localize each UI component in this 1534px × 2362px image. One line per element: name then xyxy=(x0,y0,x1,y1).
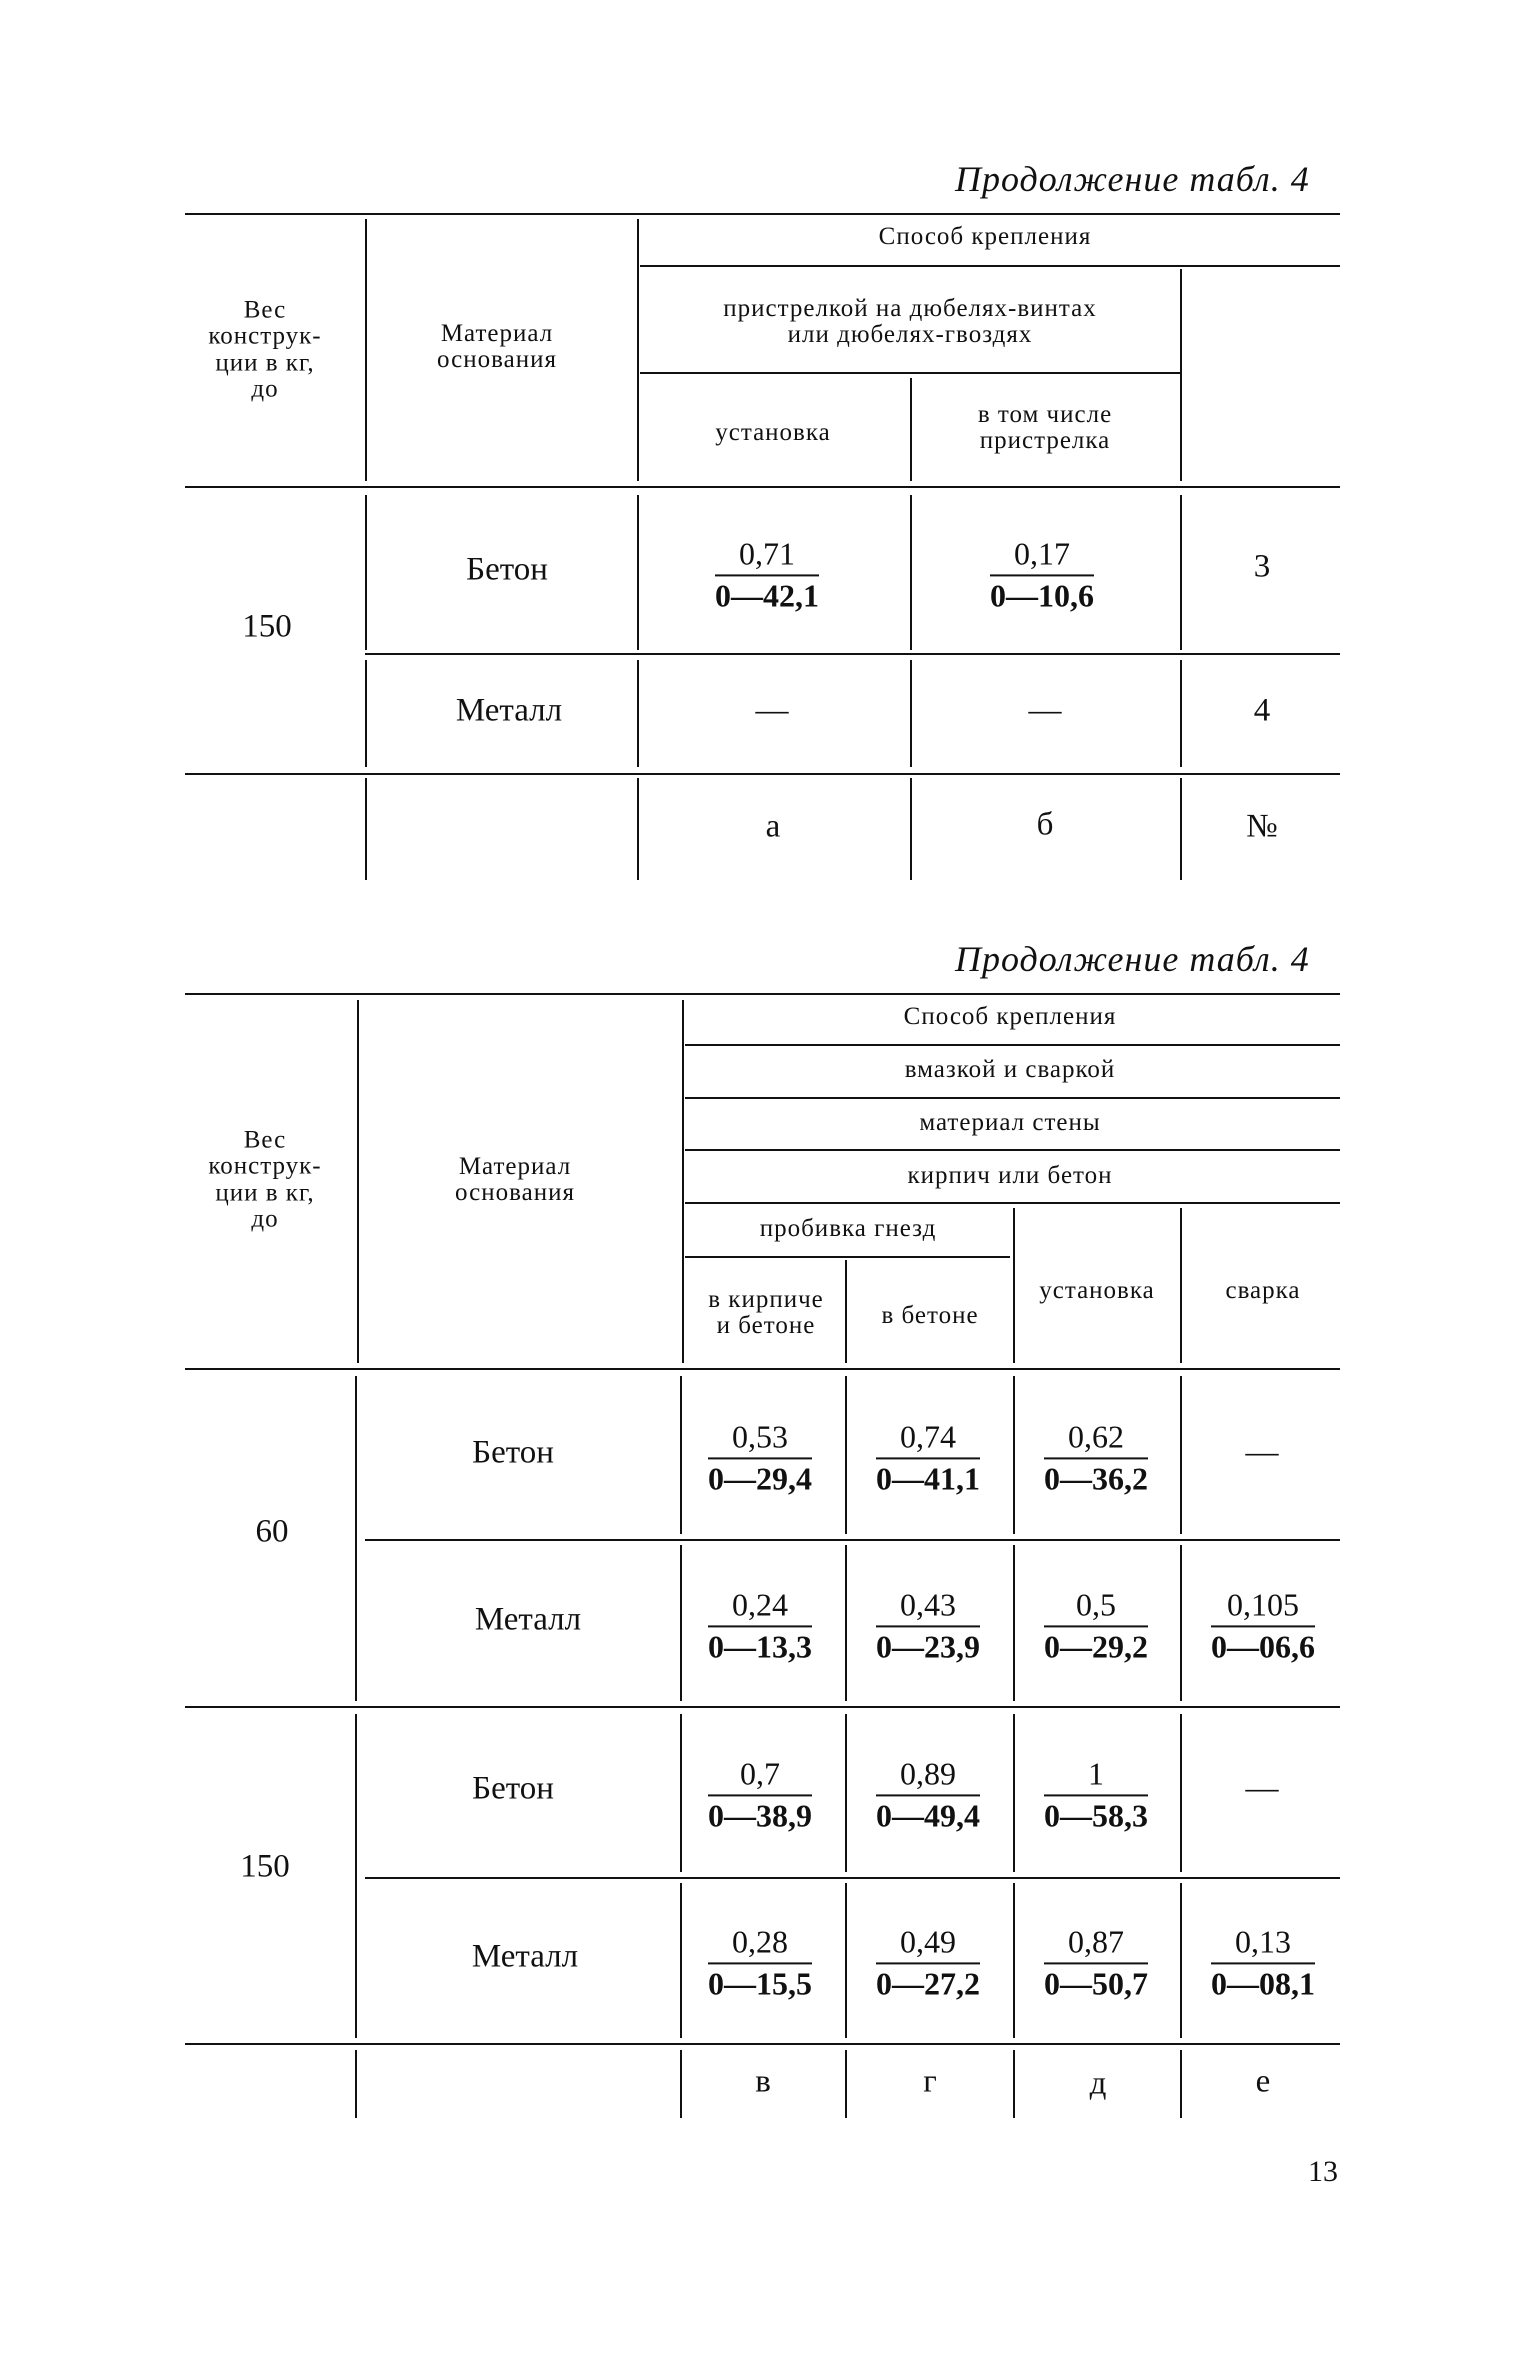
t2-sub2-header: материал стены xyxy=(919,1108,1101,1136)
t2-g1r1-material: Бетон xyxy=(472,1434,554,1471)
t2-g2r1-v: $\frac{0,7}{0—38,9}$ xyxy=(708,1755,812,1833)
t2-g2r1-material: Бетон xyxy=(472,1770,554,1807)
t1-material-header: Материал основания xyxy=(437,319,557,373)
t2-method-header: Способ крепления xyxy=(903,1002,1117,1030)
t2-g1r2-d: $\frac{0,5}{0—29,2}$ xyxy=(1044,1586,1148,1664)
t1-row1-n: 3 xyxy=(1253,548,1271,585)
t2-group2-weight: 150 xyxy=(240,1848,290,1885)
t2-g2r1-d: $\frac{1}{0—58,3}$ xyxy=(1044,1755,1148,1833)
table-2-caption: Продолжение табл. 4 xyxy=(955,939,1310,979)
t1-footer-a: а xyxy=(765,808,781,845)
t2-g1r1-g: $\frac{0,74}{0—41,1}$ xyxy=(876,1418,980,1496)
t1-incl-header: в том числе пристрелка xyxy=(977,400,1113,454)
t1-row2-material: Металл xyxy=(455,692,563,729)
t2-g1r1-v: $\frac{0,53}{0—29,4}$ xyxy=(708,1418,812,1496)
t2-footer-v: в xyxy=(755,2063,771,2100)
t2-g2r1-e: — xyxy=(1245,1770,1279,1807)
t1-row1-b: $\frac{0,17}{0—10,6}$ xyxy=(990,535,1094,613)
t2-brick-header: в кирпиче и бетоне xyxy=(708,1285,824,1339)
t2-g1r1-e: — xyxy=(1245,1434,1279,1471)
t2-g1r1-d: $\frac{0,62}{0—36,2}$ xyxy=(1044,1418,1148,1496)
t2-punch-header: пробивка гнезд xyxy=(759,1214,937,1242)
t2-g1r2-e: $\frac{0,105}{0—06,6}$ xyxy=(1211,1586,1315,1664)
t1-row2-a: — xyxy=(755,692,789,729)
page-number: 13 xyxy=(1308,2155,1338,2188)
t2-g2r2-material: Металл xyxy=(471,1938,579,1975)
t2-footer-d: д xyxy=(1089,2065,1107,2102)
t2-group1-weight: 60 xyxy=(255,1513,289,1550)
t1-group-header: пристрелкой на дюбелях-винтах или дюбелях-гвоздях xyxy=(723,294,1097,348)
t2-g2r2-d: $\frac{0,87}{0—50,7}$ xyxy=(1044,1923,1148,2001)
t2-g2r2-e: $\frac{0,13}{0—08,1}$ xyxy=(1211,1923,1315,2001)
t1-row1-a: $\frac{0,71}{0—42,1}$ xyxy=(715,535,819,613)
t2-g2r2-v: $\frac{0,28}{0—15,5}$ xyxy=(708,1923,812,2001)
t2-material-header: Материал основания xyxy=(455,1152,575,1206)
t1-footer-b: б xyxy=(1036,806,1054,843)
t1-weight-value: 150 xyxy=(242,608,292,645)
t1-row1-material: Бетон xyxy=(466,551,548,588)
t2-g1r2-material: Металл xyxy=(474,1601,582,1638)
t2-sub3-header: кирпич или бетон xyxy=(907,1161,1113,1189)
t2-g1r2-g: $\frac{0,43}{0—23,9}$ xyxy=(876,1586,980,1664)
t1-row2-b: — xyxy=(1028,692,1062,729)
t1-weight-header: Вес конструк- ции в кг, до xyxy=(208,296,322,403)
t2-g1r2-v: $\frac{0,24}{0—13,3}$ xyxy=(708,1586,812,1664)
t2-weld-header: сварка xyxy=(1225,1276,1301,1304)
table-1-caption: Продолжение табл. 4 xyxy=(955,159,1310,199)
t1-method-header: Способ крепления xyxy=(878,222,1092,250)
t1-install-header: установка xyxy=(715,418,831,446)
t2-install-header: установка xyxy=(1039,1276,1155,1304)
t2-weight-header: Вес конструк- ции в кг, до xyxy=(208,1126,322,1233)
t1-footer-no: № xyxy=(1246,808,1278,845)
t2-g2r2-g: $\frac{0,49}{0—27,2}$ xyxy=(876,1923,980,2001)
t2-g2r1-g: $\frac{0,89}{0—49,4}$ xyxy=(876,1755,980,1833)
t2-footer-e: е xyxy=(1255,2063,1271,2100)
t2-concrete-header: в бетоне xyxy=(881,1301,979,1329)
t2-footer-g: г xyxy=(923,2063,937,2100)
t2-sub1-header: вмазкой и сваркой xyxy=(904,1055,1116,1083)
t1-row2-n: 4 xyxy=(1253,692,1271,729)
